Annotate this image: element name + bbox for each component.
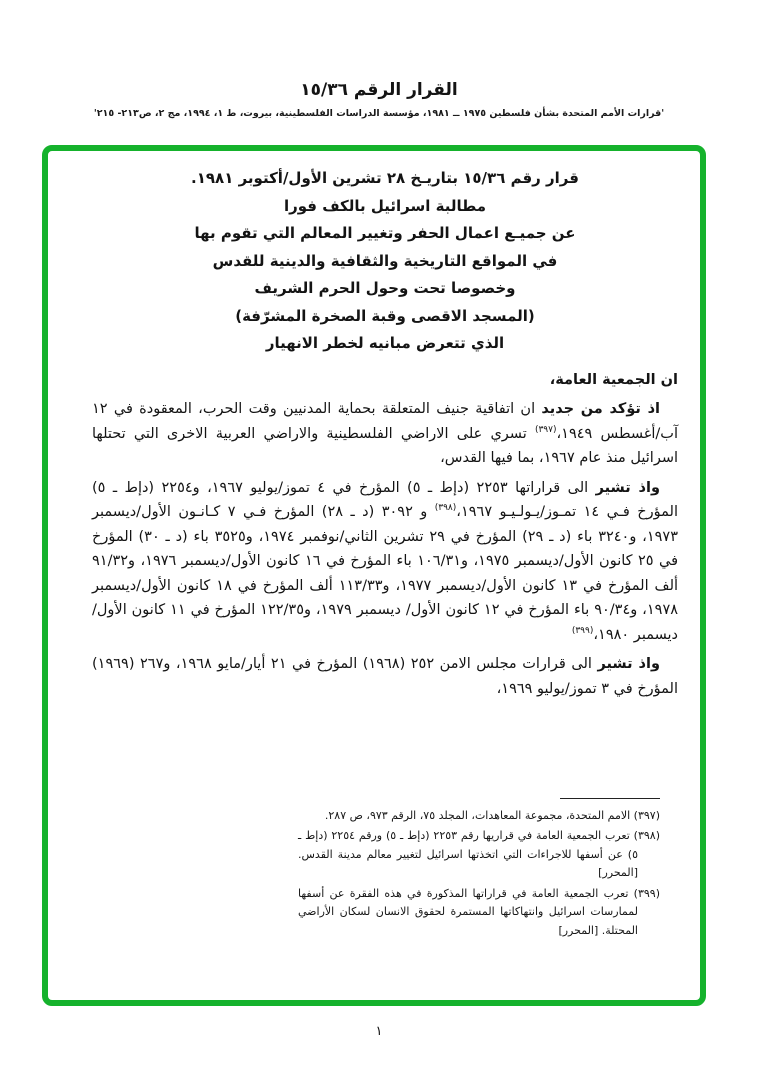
footnotes-list xyxy=(298,807,660,941)
resolution-box xyxy=(42,145,706,1006)
paragraph-text: و ٣٠٩٢ (د ـ ٢٨) المؤرخ فـي ٧ كـانـون الأول/ديسمبر ١٩٧٣، و٣٢٤٠ باء (د ـ ٢٩) المؤرخ في ٢٩ تشرين الثاني/نوفمبر ١٩٧٤، و٣٥٢٥ باء (د ـ ٣٠) المؤرخ في ٢٥ كانون الأول/ديسمبر ١٩٧٥، و١٠٦/٣١ باء المؤرخ في ١٦ كانون الأول/ديسمبر ١٩٧٦، و٩١/٣٢ ألف المؤرخ في ١٣ كانون الأول/ديسمبر ١٩٧٧، و١١٣/٣٣ ألف المؤرخ في ١٨ كانون الأول/ديسمبر ١٩٧٨، و٩٠/٣٤ باء المؤرخ في ١٢ كانون الأول/ ديسمبر ١٩٧٩، و١٢٢/٣٥ المؤرخ في ١١ كانون الأول/ديسمبر ١٩٨٠، xyxy=(92,504,679,643)
heading-line: قرار رقم ١٥/٣٦ بتاريـخ ٢٨ تشرين الأول/أكتوبر ١٩٨١. xyxy=(191,169,579,187)
footnote-item: (٣٩٨) تعرب الجمعية العامة في قراريها رقم ٢٢٥٣ (دإط ـ ٥) ورقم ٢٢٥٤ (دإط ـ ٥) عن أسفها للاجراءات التي اتخذتها اسرائيل لتغيير معالم مدينة القدس. [المحرر] xyxy=(298,829,660,879)
resolution-heading xyxy=(92,165,678,358)
source-citation: 'قرارات الأمم المتحدة بشأن فلسطين ١٩٧٥ ــ ١٩٨١، مؤسسة الدراسات الفلسطينية، بيروت، ط ١، ١٩٩٤، مج ٢، ص٢١٣- ٢١٥' xyxy=(93,108,665,119)
heading-line: الذي تتعرض مبانيه لخطر الانهيار xyxy=(265,334,505,352)
footnote-area xyxy=(298,798,660,943)
footnote-item: (٣٩٧) الامم المتحدة، مجموعة المعاهدات، المجلد ٧٥، الرقم ٩٧٣، ص ٢٨٧. xyxy=(324,808,660,822)
paragraph-text: الى قراراتها ٢٢٥٣ (دإط ـ ٥) المؤرخ في ٤ تموز/يوليو ١٩٦٧، و٢٢٥٤ (دإط ـ ٥) المؤرخ فـي ١٤ تمـوز/يـولـيـو ١٩٦٧، xyxy=(92,479,678,520)
paragraph-lead: ان الجمعية العامة، xyxy=(549,371,678,388)
paragraph-text: ان اتفاقية جنيف المتعلقة بحماية المدنيين وقت الحرب، المعقودة في ١٢ آب/أغسطس ١٩٤٩، xyxy=(92,401,678,442)
heading-line: في المواقع التاريخية والثقافية والدينية للقدس xyxy=(212,251,558,270)
footnote-item: (٣٩٩) تعرب الجمعية العامة في قراراتها المذكورة في هذه الفقرة عن أسفها لممارسات اسرائيل وانتهاكاتها المستمرة لحقوق الانسان لسكان الأراضي المحتلة. [المحرر] xyxy=(298,886,660,937)
footnote-separator xyxy=(560,798,660,799)
paragraph-text: تسري على الاراضي الفلسطينية والاراضي العربية الاخرى التي تحتلها اسرائيل منذ عام ١٩٦٧، بما فيها القدس، xyxy=(92,425,678,466)
resolution-body xyxy=(92,368,678,702)
paragraph-lead: واذ تشير xyxy=(595,479,660,496)
page-title: القرار الرقم ١٥/٣٦ xyxy=(300,80,458,100)
body-paragraph xyxy=(92,476,678,648)
heading-line: وخصوصا تحت وحول الحرم الشريف xyxy=(254,279,516,297)
body-paragraph xyxy=(92,397,678,471)
paragraph-text: الى قرارات مجلس الامن ٢٥٢ (١٩٦٨) المؤرخ في ٢١ أيار/مايو ١٩٦٨، و٢٦٧ (١٩٦٩) المؤرخ في ٣ تموز/يوليو ١٩٦٩، xyxy=(92,656,678,697)
heading-line: (المسجد الاقصى وقبة الصخرة المشرّفة) xyxy=(235,306,535,325)
paragraph-lead: واذ تشير xyxy=(597,656,660,672)
footnote-ref: (٣٩٧) xyxy=(534,424,557,435)
footnote-ref: (٣٩٩) xyxy=(571,625,594,636)
paragraph-lead: اذ تؤكد من جديد xyxy=(541,401,660,417)
body-paragraph xyxy=(92,652,678,701)
heading-line: مطالبة اسرائيل بالكف فورا xyxy=(283,196,487,215)
page-number: ١ xyxy=(375,1024,383,1039)
footnote-ref: (٣٩٨) xyxy=(434,503,457,514)
body-paragraph xyxy=(92,368,678,393)
heading-line: عن جميـع اعمال الحفر وتغيير المعالم التي تقوم بها xyxy=(194,224,576,242)
resolution-content xyxy=(48,151,700,701)
